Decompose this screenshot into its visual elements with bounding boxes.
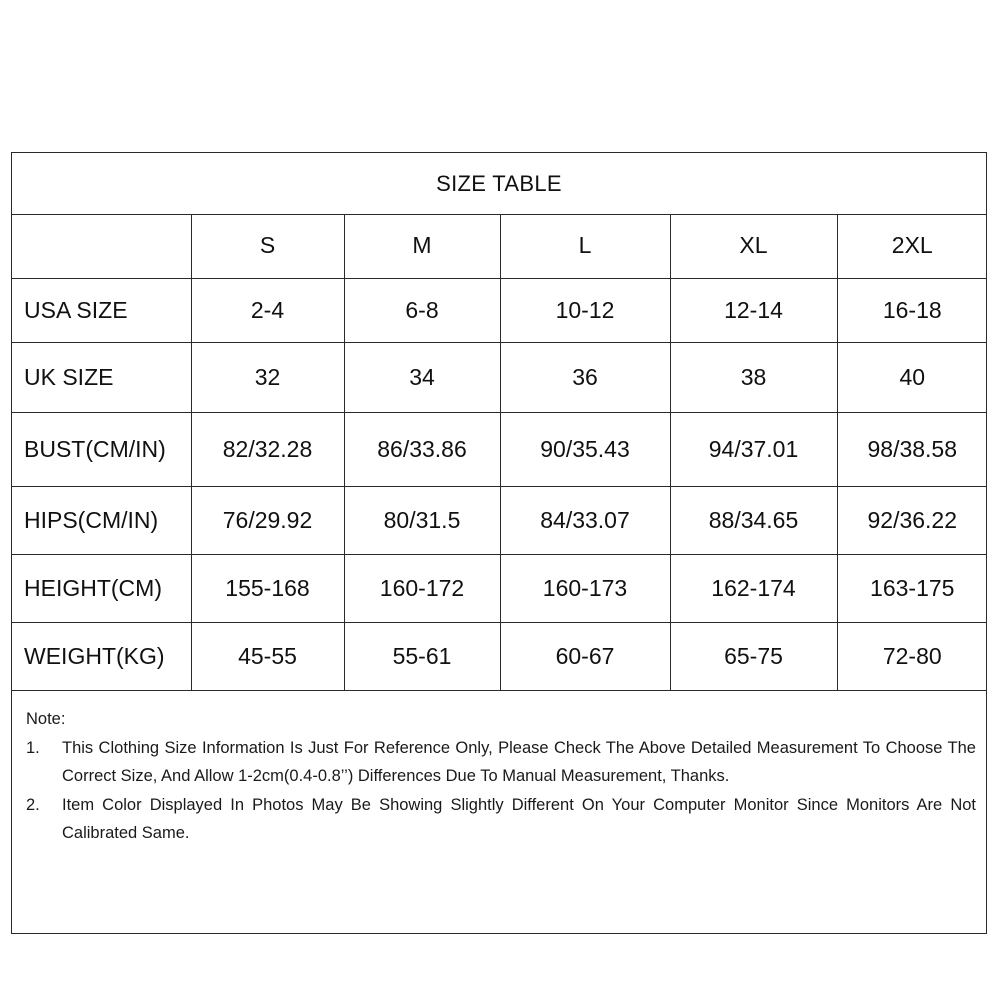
table-cell: 86/33.86 bbox=[344, 412, 500, 486]
table-cell: 98/38.58 bbox=[837, 412, 987, 486]
note-item bbox=[26, 734, 976, 791]
row-label: HIPS(CM/IN) bbox=[12, 486, 191, 554]
header-cell-l: L bbox=[500, 214, 670, 278]
row-label: BUST(CM/IN) bbox=[12, 412, 191, 486]
table-cell: 55-61 bbox=[344, 622, 500, 690]
header-cell-xl: XL bbox=[670, 214, 837, 278]
table-cell: 6-8 bbox=[344, 278, 500, 342]
note-text: Item Color Displayed In Photos May Be Showing Slightly Different On Your Computer Monitor Since Monitors Are Not Calibrated Same. bbox=[62, 795, 976, 842]
table-title: SIZE TABLE bbox=[12, 153, 986, 215]
table-cell: 84/33.07 bbox=[500, 486, 670, 554]
table-row bbox=[12, 622, 987, 690]
table-cell: 34 bbox=[344, 342, 500, 412]
note-item bbox=[26, 791, 976, 848]
table-cell: 160-173 bbox=[500, 554, 670, 622]
table-cell: 72-80 bbox=[837, 622, 987, 690]
note-text: This Clothing Size Information Is Just For Reference Only, Please Check The Above Detailed Measurement To Choose The Correct Size, And Allow 1-2cm(0.4-0.8’’) Differences Due To Manual Measurement, Thanks. bbox=[62, 738, 976, 785]
table-row bbox=[12, 486, 987, 554]
size-table bbox=[12, 214, 987, 691]
table-cell: 160-172 bbox=[344, 554, 500, 622]
table-row bbox=[12, 554, 987, 622]
table-cell: 12-14 bbox=[670, 278, 837, 342]
table-cell: 163-175 bbox=[837, 554, 987, 622]
row-label: WEIGHT(KG) bbox=[12, 622, 191, 690]
table-cell: 38 bbox=[670, 342, 837, 412]
note-heading: Note: bbox=[26, 710, 66, 728]
table-row bbox=[12, 278, 987, 342]
table-row bbox=[12, 412, 987, 486]
table-cell: 36 bbox=[500, 342, 670, 412]
table-cell: 155-168 bbox=[191, 554, 344, 622]
header-cell-s: S bbox=[191, 214, 344, 278]
header-row bbox=[12, 214, 987, 278]
table-row bbox=[12, 342, 987, 412]
notes-section bbox=[26, 705, 976, 848]
table-cell: 40 bbox=[837, 342, 987, 412]
row-label: HEIGHT(CM) bbox=[12, 554, 191, 622]
note-number: 1. bbox=[26, 738, 40, 757]
table-cell: 88/34.65 bbox=[670, 486, 837, 554]
table-cell: 162-174 bbox=[670, 554, 837, 622]
table-cell: 10-12 bbox=[500, 278, 670, 342]
note-number: 2. bbox=[26, 795, 40, 814]
row-label: USA SIZE bbox=[12, 278, 191, 342]
table-cell: 60-67 bbox=[500, 622, 670, 690]
table-cell: 16-18 bbox=[837, 278, 987, 342]
table-cell: 82/32.28 bbox=[191, 412, 344, 486]
table-cell: 94/37.01 bbox=[670, 412, 837, 486]
size-chart-frame bbox=[11, 152, 987, 934]
header-cell-empty bbox=[12, 214, 191, 278]
table-cell: 80/31.5 bbox=[344, 486, 500, 554]
table-cell: 65-75 bbox=[670, 622, 837, 690]
header-cell-m: M bbox=[344, 214, 500, 278]
table-cell: 32 bbox=[191, 342, 344, 412]
table-cell: 90/35.43 bbox=[500, 412, 670, 486]
header-cell-2xl: 2XL bbox=[837, 214, 987, 278]
table-cell: 76/29.92 bbox=[191, 486, 344, 554]
table-cell: 2-4 bbox=[191, 278, 344, 342]
table-cell: 92/36.22 bbox=[837, 486, 987, 554]
row-label: UK SIZE bbox=[12, 342, 191, 412]
table-cell: 45-55 bbox=[191, 622, 344, 690]
